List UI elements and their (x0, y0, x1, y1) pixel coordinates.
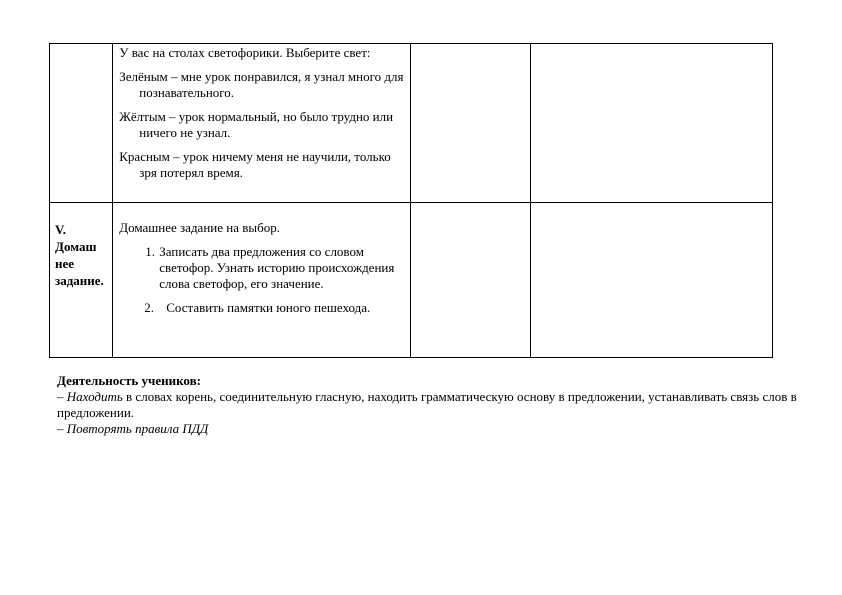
stage-label (50, 203, 112, 289)
homework-title: Домашнее задание на выбор. (119, 220, 280, 235)
dash: – (57, 421, 67, 436)
reflection-option-yellow: Жёлтым – урок нормальный, но было трудно или ничего не узнал. (119, 109, 394, 140)
lesson-table (49, 43, 773, 358)
activities-line-1-text: в словах корень, соединительную гласную, находить грамматическую основу в предложении, устанавливать связь слов в предложении. (57, 389, 797, 420)
homework-cell (113, 203, 411, 358)
homework-task-list (119, 244, 405, 316)
reflection-option-red: Красным – урок ничему меня не научили, только зря потерял время. (119, 149, 391, 180)
activities-line-1 (57, 389, 797, 421)
teacher-cell-empty (411, 44, 530, 203)
stage-label-line: нее (55, 256, 75, 271)
teacher-cell-empty (411, 203, 530, 358)
dash: – (57, 389, 67, 404)
homework-task (119, 244, 405, 292)
activities-line-2 (57, 421, 797, 437)
task-text: Составить памятки юного пешехода. (166, 300, 371, 315)
table-row-reflection (50, 44, 773, 203)
student-activities (57, 373, 797, 437)
table-row-homework (50, 203, 773, 358)
reflection-cell (113, 44, 411, 203)
task-text: Записать два предложения со словом светофор. Узнать историю происхождения слова светофор, его значение. (159, 244, 395, 291)
notes-cell-empty (530, 203, 772, 358)
verb-repeat: Повторять правила ПДД (66, 421, 209, 436)
stage-label-line: задание. (55, 273, 104, 288)
homework-task (119, 300, 405, 316)
stage-cell (50, 203, 113, 358)
stage-label-line: Домаш (55, 239, 97, 254)
reflection-intro: У вас на столах светофорики. Выберите свет: (119, 45, 371, 60)
stage-label-line: V. (55, 222, 66, 237)
stage-cell-empty (50, 44, 113, 203)
task-number: 2. (144, 300, 154, 315)
reflection-option-green: Зелёным – мне урок понравился, я узнал много для познавательного. (119, 69, 404, 100)
verb-find: Находить (66, 389, 123, 404)
task-number: 1. (145, 244, 155, 259)
activities-heading: Деятельность учеников: (57, 373, 201, 388)
notes-cell-empty (530, 44, 772, 203)
